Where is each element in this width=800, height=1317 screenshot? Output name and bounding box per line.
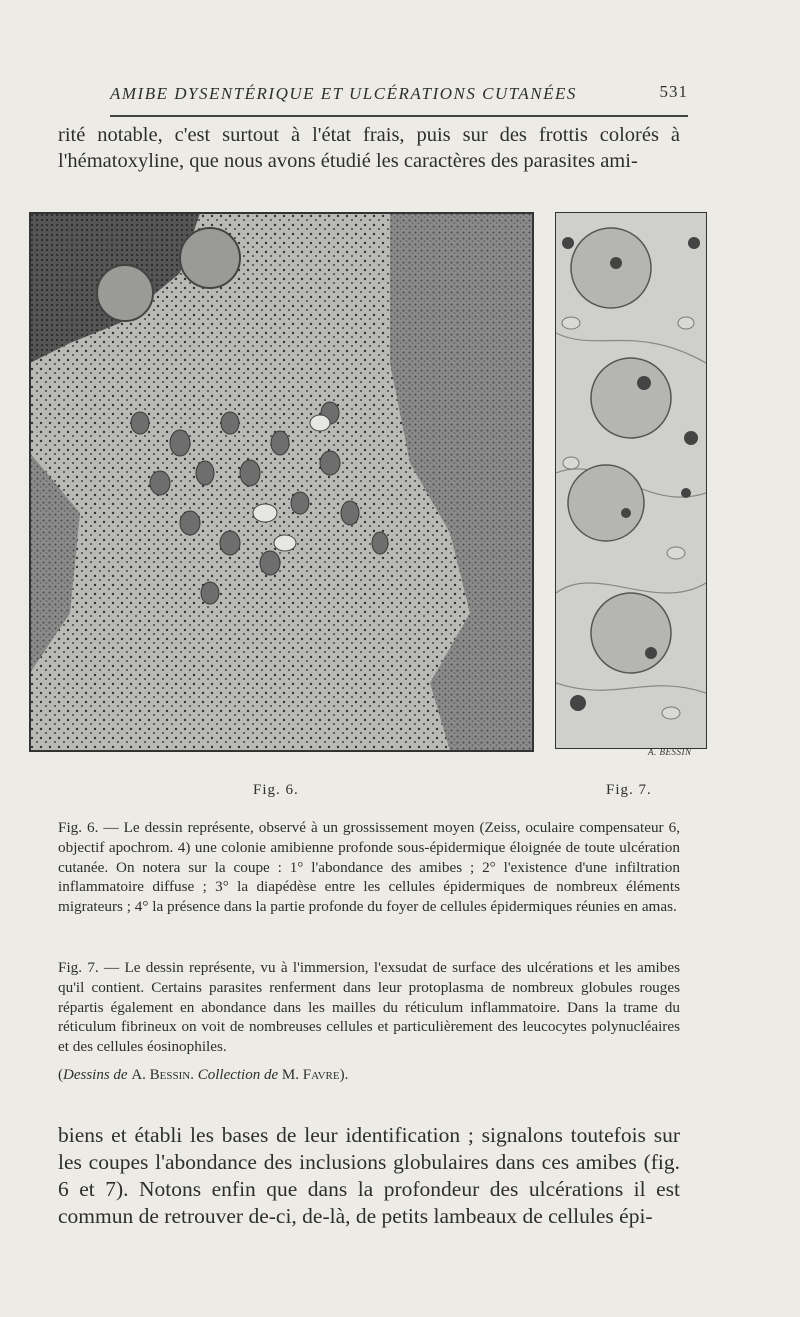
caption-fig7: Fig. 7. — Le dessin représente, vu à l'immersion, l'exsudat de surface des ulcérations et les amibes qu'il contient. Certains parasites renferment dans leur protoplasma de nombreux globules rouges répartis également en abondance dans les mailles du réticulum inflammatoire. Dans la trame du réticulum fibrineux on voit de nombreuses cellules et particulièrement des leucocytes polynucléaires et des cellules éosinophiles. [58,959,680,1056]
credit-part-4: M. Favre [281,1067,340,1083]
figure-6-drawing [30,213,533,751]
fig7-label: Fig. 7. [606,782,652,798]
figure-7-illustration [555,212,707,749]
paragraph-top: rité notable, c'est surtout à l'état frais, puis sur des frottis colorés à l'hématoxyline, que nous avons étudié les caractères des parasites ami- [58,124,680,172]
caption-fig6: Fig. 6. — Le dessin représente, observé à un grossissement moyen (Zeiss, oculaire compensateur 6, objectif apochrom. 4) une colonie amibienne profonde sous-épidermique éloignée de toute ulcération cutanée. On notera sur la coupe : 1° l'abondance des amibes ; 2° l'existence d'une infiltration inflammatoire diffuse ; 3° la diapédèse entre les cellules épidermiques de nombreux éléments migrateurs ; 4° la présence dans la partie profonde du foyer de cellules épidermiques réunies en amas. [58,819,680,916]
credit-part-1: Dessins de [63,1067,128,1083]
header-rule [110,115,688,117]
figure-7-drawing [556,213,706,748]
running-title: AMIBE DYSENTÉRIQUE ET ULCÉRATIONS CUTANÉES [110,84,577,103]
page-number: 531 [659,82,688,101]
illustration-credit: (Dessins de A. Bessin. Collection de M. Favre). [58,1067,349,1083]
figure-6-illustration [29,212,534,752]
credit-part-2: A. Bessin. [131,1067,194,1083]
running-header [110,80,688,110]
paragraph-bottom: biens et établi les bases de leur identification ; signalons toutefois sur les coupes l'abondance des inclusions globulaires dans ces amibes (fig. 6 et 7). Notons enfin que dans la profondeur des ulcérations il est commun de retrouver de-ci, de-là, de petits lambeaux de cellules épi- [58,1123,680,1228]
fig6-label: Fig. 6. [253,782,299,798]
credit-part-3: Collection de [197,1067,279,1083]
fig7-signature: A. BESSIN [648,747,692,757]
